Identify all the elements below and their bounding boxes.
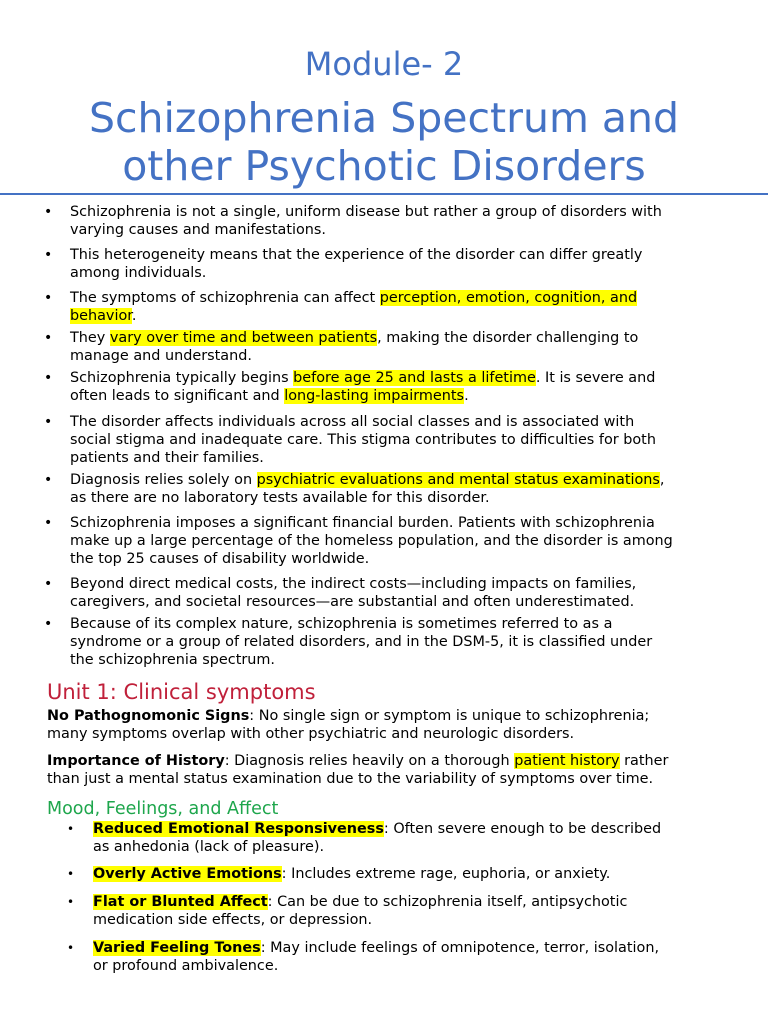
mood-text: : Often severe enough to be described <box>383 821 662 837</box>
highlighted-text: perception, emotion, cognition, and <box>379 290 638 306</box>
bullet-glyph: • <box>44 616 53 632</box>
mood-term: Overly Active Emotions <box>93 866 282 882</box>
bullet-text: syndrome or a group of related disorders, and in the DSM-5, it is classified under <box>70 634 653 650</box>
bullet-item <box>44 329 730 365</box>
mood-text: or profound ambivalence. <box>93 958 279 974</box>
bullet-item <box>44 514 730 568</box>
mood-text: : May include feelings of omnipotence, terror, isolation, <box>260 940 660 956</box>
mood-text: : Can be due to schizophrenia itself, antipsychotic <box>267 894 628 910</box>
bullet-glyph: • <box>44 204 53 220</box>
mood-text: : Includes extreme rage, euphoria, or anxiety. <box>281 866 611 882</box>
mood-term: Flat or Blunted Affect <box>93 894 268 910</box>
bullet-text: the schizophrenia spectrum. <box>70 652 275 668</box>
bullet-text: social stigma and inadequate care. This stigma contributes to difficulties for both <box>70 432 656 448</box>
bullet-item <box>44 575 730 611</box>
bullet-text: caregivers, and societal resources—are substantial and often underestimated. <box>70 594 635 610</box>
page-title <box>0 94 768 190</box>
paragraph-text: : Diagnosis relies heavily on a thorough <box>224 753 515 769</box>
bullet-glyph: • <box>44 472 53 488</box>
bullet-text: Schizophrenia typically begins <box>70 370 294 386</box>
bullet-text: They <box>70 330 110 346</box>
bullet-glyph: • <box>44 576 53 592</box>
bullet-item <box>44 246 730 282</box>
bullet-text: . <box>131 308 137 324</box>
title-line-2: other Psychotic Disorders <box>122 142 646 190</box>
unit-1-heading: Unit 1: Clinical symptoms <box>47 680 316 704</box>
bullet-text: the top 25 causes of disability worldwide. <box>70 551 370 567</box>
bullet-glyph: • <box>67 895 75 909</box>
bullet-glyph: • <box>67 867 75 881</box>
bullet-text: Beyond direct medical costs, the indirect costs—including impacts on families, <box>70 576 637 592</box>
bullet-glyph: • <box>44 414 53 430</box>
bullet-text: among individuals. <box>70 265 207 281</box>
bullet-text: , <box>659 472 665 488</box>
bullet-text: Schizophrenia is not a single, uniform disease but rather a group of disorders with <box>70 204 662 220</box>
bullet-item <box>44 413 730 467</box>
bullet-glyph: • <box>44 330 53 346</box>
bullet-glyph: • <box>67 822 75 836</box>
highlighted-text: psychiatric evaluations and mental status examinations <box>256 472 660 488</box>
bullet-text: The symptoms of schizophrenia can affect <box>70 290 380 306</box>
highlighted-text: long-lasting impairments <box>284 388 465 404</box>
highlighted-text: behavior <box>70 308 132 324</box>
paragraph-term: Importance of History <box>47 753 225 769</box>
mood-item <box>67 865 723 883</box>
bullet-text: as there are no laboratory tests available for this disorder. <box>70 490 490 506</box>
highlighted-text: vary over time and between patients <box>109 330 378 346</box>
title-divider <box>0 193 768 195</box>
mood-section-heading: Mood, Feelings, and Affect <box>47 799 279 819</box>
bullet-text: manage and understand. <box>70 348 252 364</box>
bullet-item <box>44 203 730 239</box>
mood-item <box>67 893 723 929</box>
bullet-item <box>44 471 730 507</box>
bullet-text: Schizophrenia imposes a significant financial burden. Patients with schizophrenia <box>70 515 655 531</box>
mood-text: as anhedonia (lack of pleasure). <box>93 839 325 855</box>
bullet-text: . It is severe and <box>535 370 656 386</box>
bullet-text: Diagnosis relies solely on <box>70 472 257 488</box>
bullet-text: This heterogeneity means that the experience of the disorder can differ greatly <box>70 247 643 263</box>
paragraph-text: many symptoms overlap with other psychiatric and neurologic disorders. <box>47 726 575 742</box>
paragraph-term: No Pathognomonic Signs <box>47 708 250 724</box>
bullet-glyph: • <box>44 247 53 263</box>
mood-text: medication side effects, or depression. <box>93 912 373 928</box>
bullet-text: Because of its complex nature, schizophrenia is sometimes referred to as a <box>70 616 613 632</box>
bullet-glyph: • <box>44 515 53 531</box>
bullet-text: patients and their families. <box>70 450 264 466</box>
bullet-glyph: • <box>44 370 53 386</box>
bullet-item <box>44 615 730 669</box>
title-line-1: Schizophrenia Spectrum and <box>88 94 680 142</box>
paragraph-text: than just a mental status examination due to the variability of symptoms over time. <box>47 771 654 787</box>
bullet-item <box>44 369 730 405</box>
bullet-text: often leads to significant and <box>70 388 285 404</box>
mood-term: Varied Feeling Tones <box>93 940 261 956</box>
paragraph-text: rather <box>619 753 669 769</box>
no-pathognomonic-paragraph <box>47 707 737 743</box>
highlighted-text: before age 25 and lasts a lifetime <box>293 370 536 386</box>
bullet-text: varying causes and manifestations. <box>70 222 326 238</box>
highlighted-text: patient history <box>514 753 620 769</box>
bullet-glyph: • <box>44 290 53 306</box>
mood-term: Reduced Emotional Responsiveness <box>93 821 384 837</box>
mood-item <box>67 939 723 975</box>
bullet-item <box>44 289 730 325</box>
module-label: Module- 2 <box>304 45 464 83</box>
bullet-text: , making the disorder challenging to <box>377 330 639 346</box>
bullet-glyph: • <box>67 941 75 955</box>
bullet-text: . <box>464 388 469 404</box>
bullet-text: make up a large percentage of the homeless population, and the disorder is among <box>70 533 673 549</box>
paragraph-text: : No single sign or symptom is unique to schizophrenia; <box>249 708 650 724</box>
mood-item <box>67 820 723 856</box>
bullet-text: The disorder affects individuals across all social classes and is associated with <box>70 414 635 430</box>
importance-of-history-paragraph <box>47 752 737 788</box>
